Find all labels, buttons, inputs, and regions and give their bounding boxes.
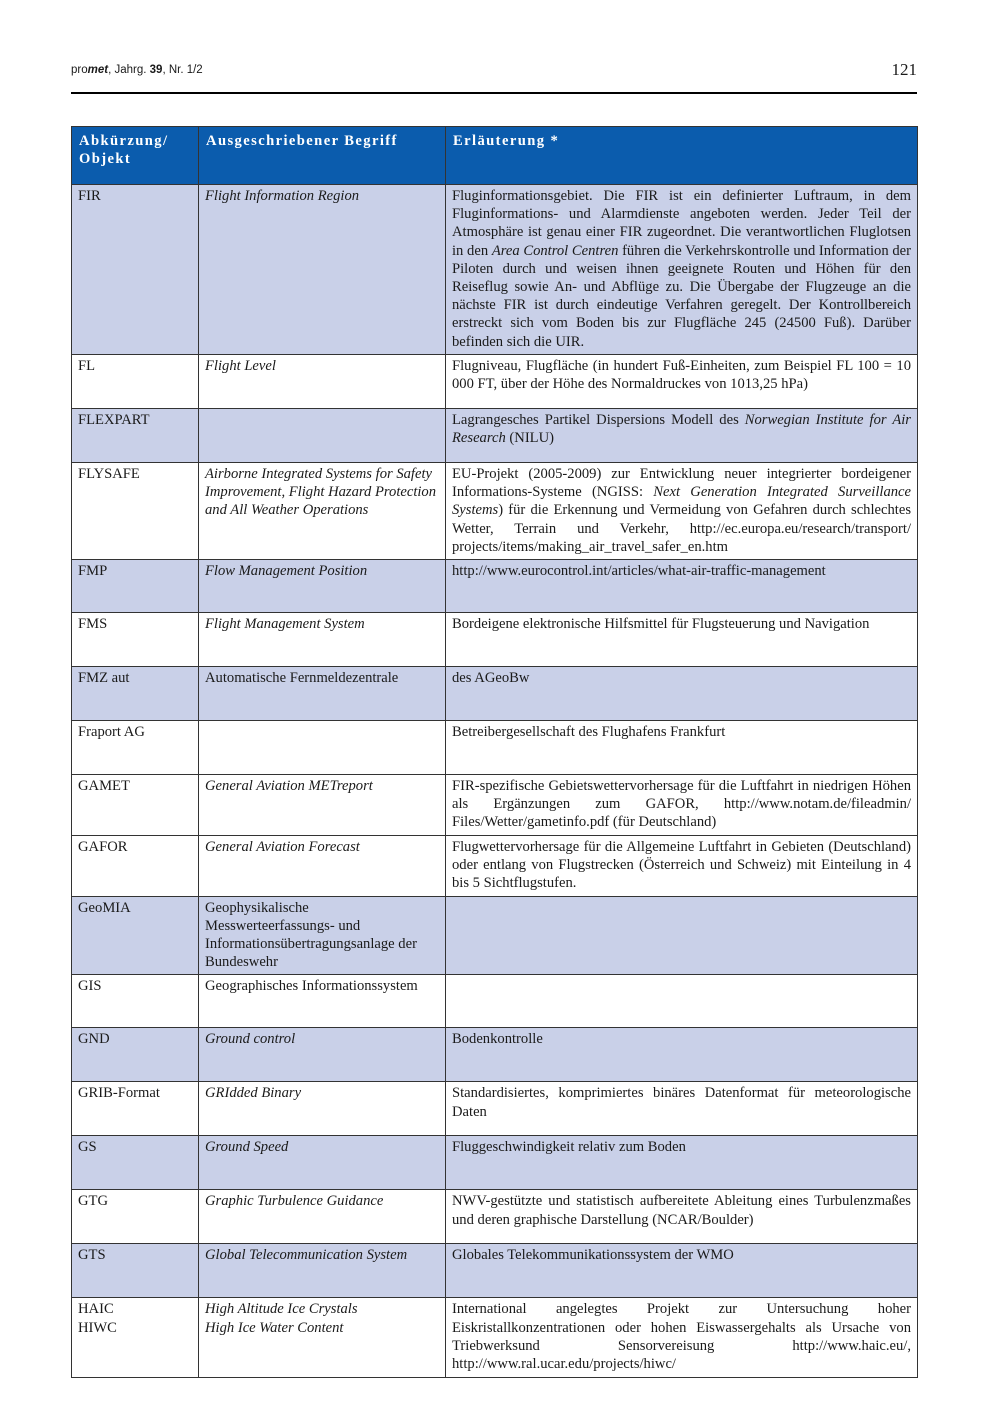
explanation-cell xyxy=(446,775,918,836)
explanation-text: Fluggeschwindigkeit relativ zum Boden xyxy=(452,1139,686,1156)
journal-name-pro: pro xyxy=(71,64,88,76)
explanation-text: EU-Projekt (2005-2009) zur Entwicklung neuer integrierter bordeigener Informations-Systeme (NGISS: xyxy=(452,466,911,501)
explanation-cell xyxy=(446,560,918,613)
journal-name-met: met xyxy=(87,64,109,76)
table-row xyxy=(72,355,918,409)
explanation-cell xyxy=(446,1298,918,1378)
page-number: 121 xyxy=(891,60,917,79)
explanation-text: Fluginformationsgebiet. Die FIR ist ein definierter Luftraum, in dem Fluginformations- und Alarmdienste angeboten werden. Jeder Teil der Atmosphäre ist genau einer FIR zugeordnet. Die verantwortlichen Fluglotsen in den xyxy=(452,188,911,259)
term-cell: Automatische Fernmeldezentrale xyxy=(199,667,446,721)
explanation-cell xyxy=(446,1028,918,1082)
term-cell: High Altitude Ice Crystals High Ice Water Content xyxy=(199,1298,446,1378)
abbreviation-cell: FLYSAFE xyxy=(72,463,199,560)
explanation-cell xyxy=(446,1244,918,1298)
header-rule xyxy=(71,92,917,94)
abbreviation-cell: FMS xyxy=(72,613,199,667)
table-header-row xyxy=(72,127,918,185)
term-cell: Ground Speed xyxy=(199,1136,446,1190)
explanation-cell xyxy=(446,1136,918,1190)
column-header-term: Ausgeschriebener Begriff xyxy=(199,127,446,185)
abbreviation-table xyxy=(71,126,918,1378)
explanation-text: FIR-spezifische Gebietswettervorhersage für die Luftfahrt in niedrigen Höhen als Ergänzungen zum GAFOR, http://www.notam.de/fileadmin/ Files/Wetter/gametinfo.pdf (für Deutschland) xyxy=(452,778,911,831)
explanation-text: Flugniveau, Flugfläche (in hundert Fuß-Einheiten, zum Beispiel FL 100 = 10 000 FT, über der Höhe des Normaldruckes von 1013,25 hPa) xyxy=(452,358,911,393)
explanation-text: Lagrangesches Partikel Dispersions Modell des xyxy=(452,412,745,428)
abbreviation-cell: Fraport AG xyxy=(72,721,199,775)
table-row xyxy=(72,667,918,721)
table-row xyxy=(72,1190,918,1244)
explanation-cell xyxy=(446,463,918,560)
explanation-text: http://www.eurocontrol.int/articles/what-air-traffic-management xyxy=(452,563,826,580)
explanation-text: ) für die Erkennung und Vermeidung von Gefahren durch schlechtes Wetter, Terrain und Verkehr, http://ec.europa.eu/research/transport/ projects/items/making_air_travel_safer_en.htm xyxy=(452,502,911,555)
abbreviation-cell: GTG xyxy=(72,1190,199,1244)
explanation-text: Flugwettervorhersage für die Allgemeine Luftfahrt in Gebieten (Deutschland) oder entlang von Flugstrecken (Österreich und Schweiz) mit Einteilung in 4 bis 5 Sichtflugstufen. xyxy=(452,838,911,892)
explanation-text: NWV-gestützte und statistisch aufbereitete Ableitung eines Turbulenzmaßes und deren graphische Darstellung (NCAR/Boulder) xyxy=(452,1193,911,1228)
explanation-cell xyxy=(446,1190,918,1244)
abbreviation-cell: GS xyxy=(72,1136,199,1190)
table-row xyxy=(72,835,918,896)
explanation-text: Bodenkontrolle xyxy=(452,1031,543,1048)
abbreviation-cell: GRIB-Format xyxy=(72,1082,199,1136)
explanation-cell xyxy=(446,355,918,409)
term-cell: General Aviation METreport xyxy=(199,775,446,836)
table-row xyxy=(72,1244,918,1298)
explanation-cell xyxy=(446,409,918,463)
table-row xyxy=(72,1136,918,1190)
explanation-cell xyxy=(446,667,918,721)
explanation-cell xyxy=(446,896,918,975)
table-row xyxy=(72,560,918,613)
term-cell xyxy=(199,721,446,775)
abbreviation-cell: GAFOR xyxy=(72,835,199,896)
term-cell xyxy=(199,409,446,463)
term-cell: Flight Information Region xyxy=(199,185,446,355)
abbreviation-cell: GeoMIA xyxy=(72,896,199,975)
explanation-text: Area Control Centren xyxy=(491,242,619,259)
table-row xyxy=(72,463,918,560)
explanation-cell xyxy=(446,835,918,896)
term-cell: Airborne Integrated Systems for Safety Improvement, Flight Hazard Protection and All Weather Operations xyxy=(199,463,446,560)
abbreviation-cell: FLEXPART xyxy=(72,409,199,463)
explanation-text: Globales Telekommunikationssystem der WMO xyxy=(452,1247,734,1264)
table-row xyxy=(72,613,918,667)
abbreviation-cell: FL xyxy=(72,355,199,409)
journal-citation xyxy=(71,64,203,76)
term-cell: Flight Management System xyxy=(199,613,446,667)
abbreviation-cell: FIR xyxy=(72,185,199,355)
term-cell: General Aviation Forecast xyxy=(199,835,446,896)
explanation-text: Norwegian Institute for Air Research xyxy=(452,412,911,447)
journal-year-label: , Jahrg. xyxy=(108,64,150,76)
term-cell: Geographisches Informationssystem xyxy=(199,975,446,1028)
explanation-text: (NILU) xyxy=(505,430,554,447)
table-row xyxy=(72,775,918,836)
page-header xyxy=(71,60,917,82)
table-row xyxy=(72,896,918,975)
table-row xyxy=(72,721,918,775)
table-row xyxy=(72,1298,918,1378)
explanation-text: Betreibergesellschaft des Flughafens Frankfurt xyxy=(452,724,726,741)
explanation-cell xyxy=(446,721,918,775)
table-row xyxy=(72,975,918,1028)
explanation-text: des AGeoBw xyxy=(452,670,530,687)
explanation-cell xyxy=(446,1082,918,1136)
term-cell: Ground control xyxy=(199,1028,446,1082)
term-cell: Global Telecommunication System xyxy=(199,1244,446,1298)
column-header-abbreviation: Abkürzung/ Objekt xyxy=(72,127,199,185)
abbreviation-cell: GTS xyxy=(72,1244,199,1298)
table-row xyxy=(72,1028,918,1082)
explanation-text: Standardisiertes, komprimiertes binäres Datenformat für meteorologische Daten xyxy=(452,1085,911,1120)
table-row xyxy=(72,185,918,355)
explanation-text: Bordeigene elektronische Hilfsmittel für Flugsteuerung und Navigation xyxy=(452,616,870,633)
table-row xyxy=(72,1082,918,1136)
abbreviation-cell: FMP xyxy=(72,560,199,613)
abbreviation-cell: FMZ aut xyxy=(72,667,199,721)
term-cell: Flight Level xyxy=(199,355,446,409)
term-cell: GRIdded Binary xyxy=(199,1082,446,1136)
explanation-text: führen die Verkehrskontrolle und Information der Piloten durch und weisen ihnen geeignete Routen und Höhen für den Reiseflug sowie An- und Abflüge zu. Die Übergabe der Flugzeuge an die nächste FIR ist durch eindeutige Verfahren geregelt. Der Kontrollbereich erstreckt sich vom Boden bis zur Flugfläche 245 (24500 Fuß). Darüber befinden sich die UIR. xyxy=(452,242,911,350)
abbreviation-cell: GND xyxy=(72,1028,199,1082)
explanation-cell xyxy=(446,613,918,667)
term-cell: Geophysikalische Messwerteerfassungs- und Informationsübertragungsanlage der Bundeswehr xyxy=(199,896,446,975)
column-header-explanation: Erläuterung * xyxy=(446,127,918,185)
abbreviation-cell: HAIC HIWC xyxy=(72,1298,199,1378)
abbreviation-cell: GIS xyxy=(72,975,199,1028)
explanation-cell xyxy=(446,975,918,1028)
explanation-cell xyxy=(446,185,918,355)
journal-volume: 39 xyxy=(149,64,163,76)
table-row xyxy=(72,409,918,463)
journal-issue: , Nr. 1/2 xyxy=(162,64,203,76)
term-cell: Flow Management Position xyxy=(199,560,446,613)
explanation-text: International angelegtes Projekt zur Untersuchung hoher Eiskristallkonzentrationen oder hohen Eiswassergehalts als Ursache von Triebwerksund Sensorvereisung http://www.haic.eu/, http://www.ral.ucar.edu/projects/hiwc/ xyxy=(452,1301,911,1373)
explanation-text: Next Generation Integrated Surveillance Systems xyxy=(452,484,911,519)
term-cell: Graphic Turbulence Guidance xyxy=(199,1190,446,1244)
abbreviation-cell: GAMET xyxy=(72,775,199,836)
